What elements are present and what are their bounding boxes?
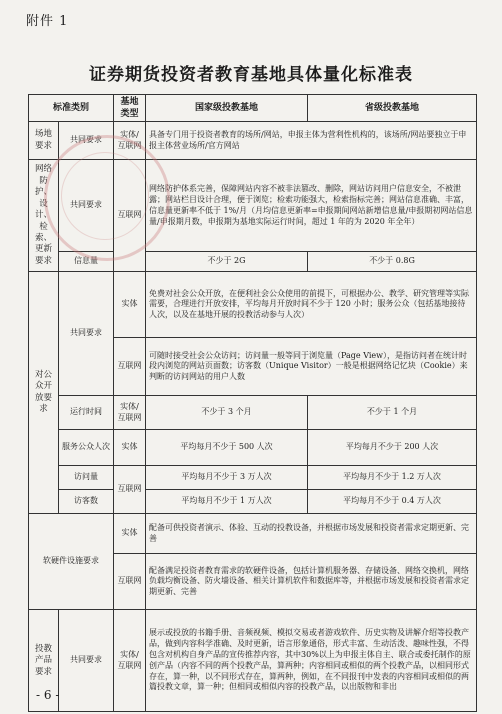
cell-runtime-provincial: 不少于 1 个月 <box>308 396 477 430</box>
cell-visitors-national: 平均每月不少于 1 万人次 <box>146 490 308 514</box>
header-category: 标准类别 <box>29 95 114 122</box>
header-provincial: 省级投教基地 <box>308 95 477 122</box>
row-service <box>29 430 477 466</box>
cell-products-category: 投教产品要求 <box>29 610 59 712</box>
header-base-type: 基地类型 <box>114 95 146 122</box>
row-visits <box>29 466 477 490</box>
row-visitors <box>29 490 477 514</box>
cell-service-provincial: 平均每月不少于 200 人次 <box>308 430 477 466</box>
cell-runtime-sub: 运行时间 <box>59 396 114 430</box>
row-facility-a <box>29 514 477 554</box>
cell-service-sub: 服务公众人次 <box>59 430 114 466</box>
cell-network-type: 互联网 <box>114 160 146 272</box>
cell-service-type: 实体 <box>114 430 146 466</box>
cell-facility-category: 软硬件设施要求 <box>29 514 114 610</box>
cell-network-text: 网络防护体系完善，保障网站内容不被非法篡改、删除，网站访问用户信息安全，不被泄露；网站栏目设计合理，便于浏览；检索功能强大，检索指标完善；网站信息准确、丰富，信息量更新率不低于 1%/月（月均信息更新率=申报期间网站新增信息量/申报期初网站信息量/申报期月数，申报期为基地实际运行时间，超过 1 年的为 2020 年全年） <box>146 160 477 252</box>
row-runtime <box>29 396 477 430</box>
cell-open-text-a: 免费对社会公众开放，在便利社会公众使用的前提下，可根据办公、教学、研究管理等实际需要，合理进行开放安排，平均每月开放时间不少于 120 小时；服务公众（包括基地接待人次，以及在基地开展的投教活动参与人次） <box>146 272 477 338</box>
row-network <box>29 160 477 252</box>
cell-service-national: 平均每月不少于 500 人次 <box>146 430 308 466</box>
cell-visits-national: 平均每月不少于 3 万人次 <box>146 466 308 490</box>
cell-network-sub: 共同要求 <box>59 160 114 252</box>
cell-facility-type-b: 互联网 <box>114 554 146 610</box>
cell-visits-type: 互联网 <box>114 466 146 514</box>
cell-open-sub: 共同要求 <box>59 272 114 396</box>
cell-runtime-type: 实体/互联网 <box>114 396 146 430</box>
cell-info-provincial: 不少于 0.8G <box>308 252 477 272</box>
cell-venue-category: 场地要求 <box>29 122 59 160</box>
cell-venue-sub: 共同要求 <box>59 122 114 160</box>
row-venue <box>29 122 477 160</box>
cell-facility-text-b: 配备满足投资者教育需求的软硬件设备，包括计算机服务器、存储设备、网络交换机，网络负载均衡设备、防火墙设备、相关计算机软件和数据库等，并根据市场发展和投资者需求定期更新、完善 <box>146 554 477 610</box>
cell-open-type-a: 实体 <box>114 272 146 338</box>
standards-table <box>28 94 477 712</box>
cell-venue-text: 具备专门用于投资者教育的场所/网站，申报主体为营利性机构的，该场所/网站要独立于申报主体营业场所/官方网站 <box>146 122 477 160</box>
cell-facility-text-a: 配备可供投资者演示、体验、互动的投教设备，并根据市场发展和投资者需求定期更新、完善 <box>146 514 477 554</box>
cell-products-type: 实体/互联网 <box>114 610 146 712</box>
cell-open-category: 对公众开放要求 <box>29 272 59 514</box>
row-info-volume <box>29 252 477 272</box>
cell-open-text-b: 可随时接受社会公众访问；访问量一般等同于浏览量（Page View），是指访问者在统计时段内浏览的网站页面数；访客数（Unique Visitor）一般是根据网络记忆块（Cookie）来判断的访问网站的用户人数 <box>146 338 477 396</box>
header-national: 国家级投教基地 <box>146 95 308 122</box>
attachment-label: 附件 1 <box>26 14 69 29</box>
row-open-a <box>29 272 477 338</box>
header-row <box>29 95 477 122</box>
cell-visitors-provincial: 平均每月不少于 0.4 万人次 <box>308 490 477 514</box>
cell-visitors-sub: 访客数 <box>59 490 114 514</box>
page-number: - 6 - <box>36 688 60 702</box>
cell-network-category: 网络防护、设计、检索、更新要求 <box>29 160 59 272</box>
cell-info-sub: 信息量 <box>59 252 114 272</box>
cell-open-type-b: 互联网 <box>114 338 146 396</box>
cell-venue-type: 实体/互联网 <box>114 122 146 160</box>
document-title: 证券期货投资者教育基地具体量化标准表 <box>89 65 413 85</box>
cell-visits-sub: 访问量 <box>59 466 114 490</box>
cell-visits-provincial: 平均每月不少于 1.2 万人次 <box>308 466 477 490</box>
cell-info-national: 不少于 2G <box>146 252 308 272</box>
row-products <box>29 610 477 712</box>
cell-products-sub: 共同要求 <box>59 610 114 712</box>
cell-runtime-national: 不少于 3 个月 <box>146 396 308 430</box>
cell-facility-type-a: 实体 <box>114 514 146 554</box>
cell-products-text: 展示或投放的书籍手册、音频视频、模拟交易或者游戏软件、历史实物及讲解介绍等投教产品，做到内容科学准确、及时更新，语言形象通俗，形式丰富、生动活泼、趣味性强，不得包含对机构自身产品的宣传推荐内容，其中30%以上为申报主体自主、联合或委托制作的原创产品（内容不同的两个投教产品，算两种；内容相同或相似的两个投教产品，以相同形式存在，算一种，以不同形式存在，算两种，例如，在不同报刊中发表的内容相同或相似的两篇投教文章，算一种；但相同或相似内容的投教产品，以出版物和非出 <box>146 610 477 712</box>
